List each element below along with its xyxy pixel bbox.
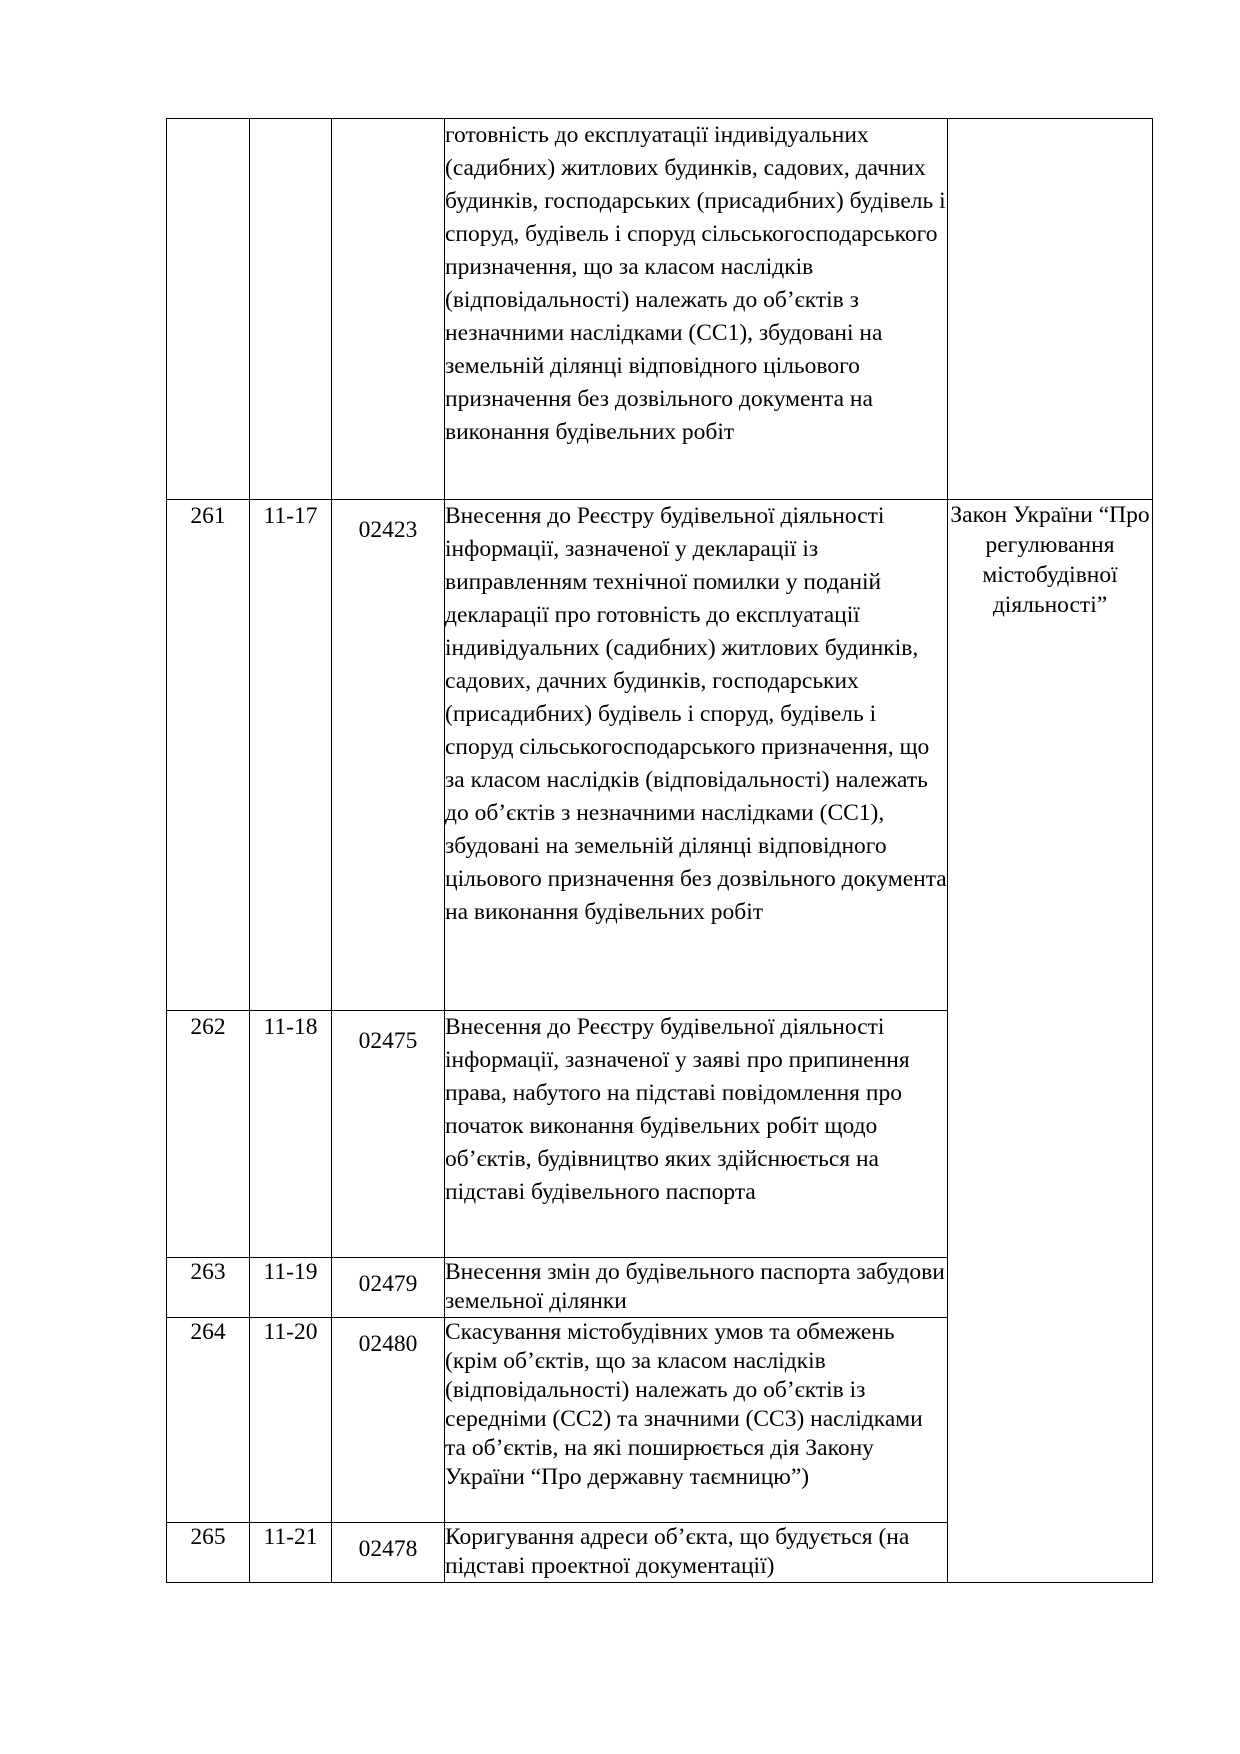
service-code: 02478 xyxy=(358,1536,418,1562)
service-code-cell xyxy=(332,119,445,500)
service-description: Внесення до Реєстру будівельної діяльності інформації, зазначеної у заяві про припинення права, набутого на підставі повідомлення про початок виконання будівельних робіт щодо об’єктів, будівництво яких здійснюється на підставі будівельного паспорта xyxy=(445,1011,948,1258)
service-description: готовність до експлуатації індивідуальних (садибних) житлових будинків, садових, дачних будинків, господарських (присадибних) будівель і споруд, будівель і споруд сільськогосподарського призначення, що за класом наслідків (відповідальності) належать до об’єктів з незначними наслідками (СС1), збудовані на земельній ділянці відповідного цільового призначення без дозвільного документа на виконання будівельних робіт xyxy=(445,119,948,500)
service-code: 02479 xyxy=(358,1271,418,1297)
row-number: 261 xyxy=(167,500,250,1011)
service-code-cell xyxy=(332,1011,445,1258)
row-number: 265 xyxy=(167,1523,250,1583)
service-code: 02480 xyxy=(358,1331,418,1357)
item-number: 11-20 xyxy=(250,1318,332,1523)
row-number: 263 xyxy=(167,1258,250,1318)
item-number: 11-18 xyxy=(250,1011,332,1258)
service-code-cell xyxy=(332,1523,445,1583)
item-number-cell xyxy=(250,119,332,500)
item-number: 11-21 xyxy=(250,1523,332,1583)
services-table xyxy=(166,118,1153,1583)
item-number: 11-17 xyxy=(250,500,332,1011)
service-code-cell xyxy=(332,500,445,1011)
legal-basis: Закон України “Про регулювання містобудівної діяльності” xyxy=(948,500,1153,1583)
service-code-cell xyxy=(332,1318,445,1523)
table-row xyxy=(167,500,1153,1011)
table-row xyxy=(167,119,1153,500)
row-number: 264 xyxy=(167,1318,250,1523)
service-code-cell xyxy=(332,1258,445,1318)
service-code: 02475 xyxy=(358,1028,418,1054)
service-code: 02423 xyxy=(358,517,418,543)
row-number: 262 xyxy=(167,1011,250,1258)
row-number-cell xyxy=(167,119,250,500)
legal-basis-cell xyxy=(948,119,1153,500)
service-description: Скасування містобудівних умов та обмежень (крім об’єктів, що за класом наслідків (відповідальності) належать до об’єктів із середніми (СС2) та значними (СС3) наслідками та об’єктів, на які поширюється дія Закону України “Про державну таємницю”) xyxy=(445,1318,948,1523)
service-description: Внесення змін до будівельного паспорта забудови земельної ділянки xyxy=(445,1258,948,1318)
service-description: Коригування адреси об’єкта, що будується (на підставі проектної документації) xyxy=(445,1523,948,1583)
service-description: Внесення до Реєстру будівельної діяльності інформації, зазначеної у декларації із виправленням технічної помилки у поданій декларації про готовність до експлуатації індивідуальних (садибних) житлових будинків, садових, дачних будинків, господарських (присадибних) будівель і споруд, будівель і споруд сільськогосподарського призначення, що за класом наслідків (відповідальності) належать до об’єктів з незначними наслідками (СС1), збудовані на земельній ділянці відповідного цільового призначення без дозвільного документа на виконання будівельних робіт xyxy=(445,500,948,1011)
item-number: 11-19 xyxy=(250,1258,332,1318)
